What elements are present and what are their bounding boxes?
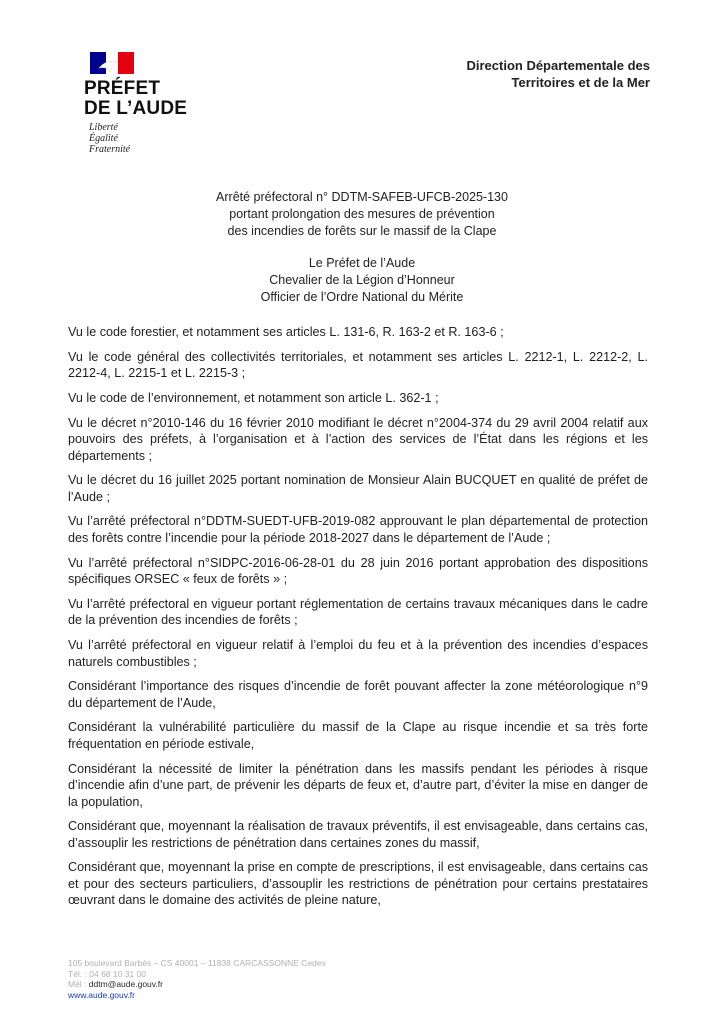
motto-liberte: Liberté — [89, 122, 118, 133]
motto-egalite: Égalité — [89, 133, 118, 144]
paragraph: Vu l’arrêté préfectoral en vigueur relatif à l’emploi du feu et à la prévention des incendies d’espaces naturels combustibles ; — [68, 638, 648, 669]
paragraph: Considérant que, moyennant la réalisation de travaux préventifs, il est envisageable, dans certains cas, d’assouplir les restrictions de pénétration dans certaines zones du massif, — [68, 819, 648, 850]
paragraph: Considérant l’importance des risques d’incendie de forêt pouvant affecter la zone météorologique n°9 du département de l’Aude, — [68, 679, 648, 710]
paragraph: Considérant la vulnérabilité particulière du massif de la Clape au risque incendie et sa très forte fréquentation en période estivale, — [68, 720, 648, 751]
footer-mel-link[interactable]: ddtm@aude.gouv.fr — [88, 979, 163, 989]
logo-line-2: DE L’AUDE — [84, 98, 188, 119]
paragraph: Vu l’arrêté préfectoral n°SIDPC-2016-06-28-01 du 28 juin 2016 portant approbation des dispositions spécifiques ORSEC « feux de forêts » ; — [68, 555, 648, 587]
footer-mel-label: Mél : — [68, 979, 87, 989]
paragraph: Vu le code forestier, et notamment ses articles L. 131-6, R. 163-2 et R. 163-6 ; — [68, 325, 504, 339]
paragraph: Considérant la nécessité de limiter la pénétration dans les massifs pendant les périodes à risque d’incendie afin d’une part, de prévenir les départs de feux et, d’autre part, d’éviter la mise en danger de la population, — [68, 761, 648, 809]
paragraph: Vu le code général des collectivités territoriales, et notamment ses articles L. 2212-1, L. 2212-2, L. 2212-4, L. 2215-1 et L. 2215-3 ; — [68, 349, 648, 381]
paragraph: Vu l’arrêté préfectoral n°DDTM-SUEDT-UFB-2019-082 approuvant le plan départemental de protection des forêts contre l’incendie pour la période 2018-2027 dans le département de l’Aude ; — [68, 514, 648, 545]
footer-contact — [68, 958, 326, 1000]
title-line-1: Arrêté préfectoral n° DDTM-SAFEB-UFCB-2025-130 — [216, 190, 508, 204]
footer-address: 105 boulevard Barbès – CS 40001 – 11838 CARCASSONNE Cedex — [68, 958, 326, 968]
authority-line-1: Le Préfet de l’Aude — [308, 256, 416, 270]
footer-web-link[interactable]: www.aude.gouv.fr — [68, 989, 135, 1000]
authority-block — [0, 255, 724, 306]
paragraph: Considérant que, moyennant la prise en compte de prescriptions, il est envisageable, dans certains cas et pour des secteurs particuliers, d’assouplir les restrictions de pénétration pour certains prestataires œuvrant dans le domaine des activités de pleine nature, — [68, 860, 648, 908]
title-line-2: portant prolongation des mesures de prévention — [229, 207, 495, 221]
direction-line-1: Direction Départementale des — [466, 58, 650, 73]
logo-line-1: PRÉFET — [84, 78, 161, 99]
direction-heading — [466, 57, 650, 91]
footer-mel-row — [68, 979, 326, 990]
paragraph: Vu le décret n°2010-146 du 16 février 2010 modifiant le décret n°2004-374 du 29 avril 2004 relatif aux pouvoirs des préfets, à l’organisation et à l’action des services de l’État dans les régions et les départements ; — [68, 415, 648, 463]
marianne-flag-icon — [90, 52, 134, 74]
paragraph: Vu le décret du 16 juillet 2025 portant nomination de Monsieur Alain BUCQUET en qualité de préfet de l’Aude ; — [68, 473, 648, 504]
authority-line-3: Officier de l’Ordre National du Mérite — [260, 290, 464, 304]
decree-body — [68, 324, 648, 917]
paragraph: Vu l’arrêté préfectoral en vigueur portant réglementation de certains travaux mécaniques dans le cadre de la prévention des incendies de forêts ; — [68, 596, 648, 628]
authority-line-2: Chevalier de la Légion d’Honneur — [269, 273, 455, 287]
title-line-3: des incendies de forêts sur le massif de la Clape — [227, 224, 497, 238]
direction-line-2: Territoires et de la Mer — [511, 75, 650, 90]
footer-tel: Tél. : 04 68 10 31 00 — [68, 968, 146, 979]
paragraph: Vu le code de l’environnement, et notamment son article L. 362-1 ; — [68, 390, 439, 405]
decree-title — [0, 189, 724, 240]
motto-fraternite: Fraternité — [89, 144, 131, 155]
